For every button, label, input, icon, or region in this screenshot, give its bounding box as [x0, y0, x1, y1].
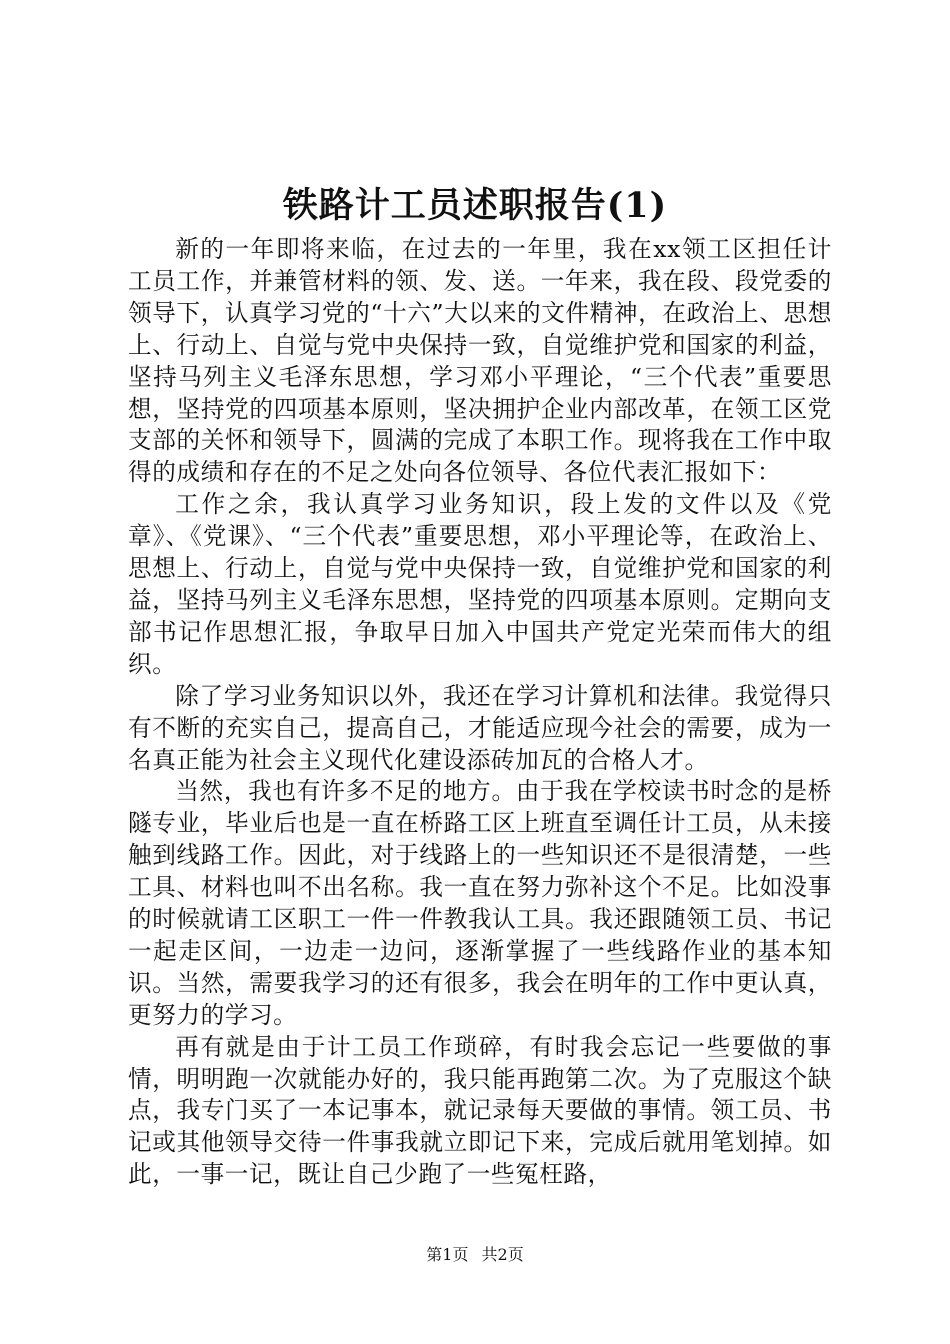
paragraph-2: 工作之余，我认真学习业务知识，段上发的文件以及《党章》、《党课》、“三个代表”重要思想，邓小平理论等，在政治上、思想上、行动上，自觉与党中央保持一致，自觉维护党和国家的利益，坚持马列主义毛泽东思想，坚持党的四项基本原则。定期向支部书记作思想汇报，争取早日加入中国共产党定光荣而伟大的组织。 [128, 490, 832, 678]
document-title: 铁路计工员述职报告(1) [282, 185, 668, 226]
page-footer [0, 1244, 950, 1266]
page-number-current: 第1页 [426, 1245, 469, 1264]
document-body [128, 234, 832, 1191]
paragraph-1: 新的一年即将来临，在过去的一年里，我在xx领工区担任计工员工作，并兼管材料的领、发、送。一年来，我在段、段党委的领导下，认真学习党的“十六”大以来的文件精神，在政治上、思想上、行动上、自觉与党中央保持一致，自觉维护党和国家的利益，坚持马列主义毛泽东思想，学习邓小平理论，“三个代表”重要思想，坚持党的四项基本原则，坚决拥护企业内部改革，在领工区党支部的关怀和领导下，圆满的完成了本职工作。现将我在工作中取得的成绩和存在的不足之处向各位领导、各位代表汇报如下： [128, 235, 832, 487]
paragraph-4: 当然，我也有许多不足的地方。由于我在学校读书时念的是桥隧专业，毕业后也是一直在桥路工区上班直至调任计工员，从未接触到线路工作。因此，对于线路上的一些知识还不是很清楚，一些工具、材料也叫不出名称。我一直在努力弥补这个不足。比如没事的时候就请工区职工一件一件教我认工具。我还跟随领工员、书记一起走区间，一边走一边问，逐渐掌握了一些线路作业的基本知识。当然，需要我学习的还有很多，我会在明年的工作中更认真，更努力的学习。 [128, 777, 832, 1029]
paragraph-3: 除了学习业务知识以外，我还在学习计算机和法律。我觉得只有不断的充实自己，提高自己，才能适应现今社会的需要，成为一名真正能为社会主义现代化建设添砖加瓦的合格人才。 [128, 681, 832, 774]
page-number-total: 共2页 [481, 1245, 524, 1264]
paragraph-5: 再有就是由于计工员工作琐碎，有时我会忘记一些要做的事情，明明跑一次就能办好的，我只能再跑第二次。为了克服这个缺点，我专门买了一本记事本，就记录每天要做的事情。领工员、书记或其他领导交待一件事我就立即记下来，完成后就用笔划掉。如此，一事一记，既让自己少跑了一些冤枉路， [128, 1032, 832, 1189]
